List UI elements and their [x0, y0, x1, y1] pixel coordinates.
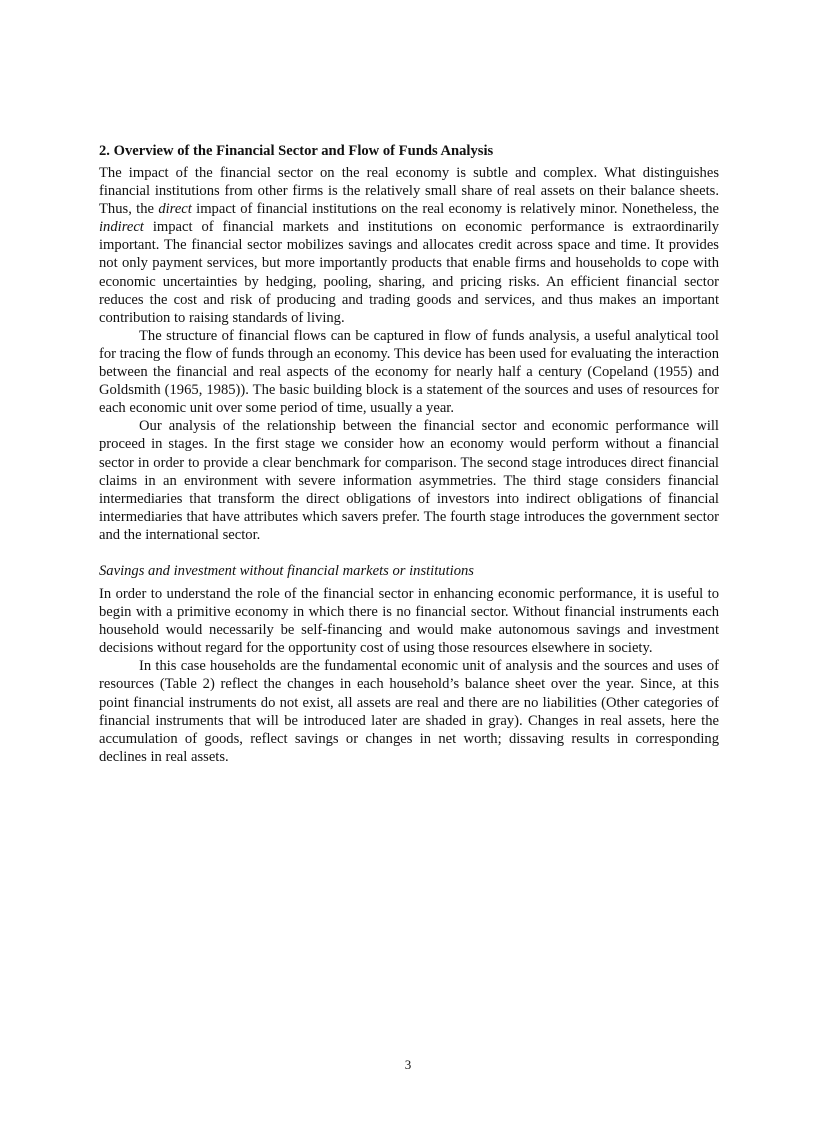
page-body: [99, 142, 719, 766]
subsection-heading: Savings and investment without financial markets or institutions: [99, 562, 474, 579]
emphasis-direct: direct: [158, 201, 192, 218]
emphasis-indirect: indirect: [99, 219, 144, 236]
paragraph: Our analysis of the relationship between the financial sector and economic performance will proceed in stages. In the first stage we consider how an economy would perform without a financial sector in order to provide a clear benchmark for comparison. The second stage introduces direct financial claims in an environment with severe information asymmetries. The third stage considers financial intermediaries that transform the direct obligations of investors into indirect obligations of financial intermediaries that have attributes which savers prefer. The fourth stage introduces the government sector and the international sector.: [99, 418, 719, 543]
paragraph: In this case households are the fundamental economic unit of analysis and the sources and uses of resources (Table 2) reflect the changes in each household’s balance sheet over the year. Since, at this point financial instruments do not exist, all assets are real and there are no liabilities (Other categories of financial instruments that will be introduced later are shaded in gray). Changes in real assets, here the accumulation of goods, reflect savings or changes in net worth; dissaving results in corresponding declines in real assets.: [99, 658, 719, 765]
text-run: impact of financial markets and institutions on economic performance is extraordinarily important. The financial sector mobilizes savings and allocates credit across space and time. It provides not only payment services, but more importantly products that enable firms and households to cope with economic uncertainties by hedging, pooling, sharing, and pricing risks. An efficient financial sector reduces the cost and risk of producing and trading goods and services, and thus makes an important contribution to raising standards of living.: [99, 219, 719, 326]
page-number: 3: [404, 1057, 412, 1072]
section-heading: 2. Overview of the Financial Sector and Flow of Funds Analysis: [99, 143, 494, 159]
paragraph: [99, 164, 719, 327]
text-run: impact of financial institutions on the real economy is relatively minor. Nonetheless, the: [191, 201, 719, 218]
text-run: The impact of the financial sector on the real economy is subtle and complex. What distinguishes financial institutions from other firms is the relatively small share of real assets on their balance sheets. Thus, the: [99, 165, 719, 218]
paragraph: In order to understand the role of the financial sector in enhancing economic performance, it is useful to begin with a primitive economy in which there is no financial sector. Without financial instruments each household would necessarily be self-financing and would make autonomous savings and investment decisions without regard for the opportunity cost of using those resources elsewhere in society.: [99, 585, 719, 657]
paragraph: The structure of financial flows can be captured in flow of funds analysis, a useful analytical tool for tracing the flow of funds through an economy. This device has been used for evaluating the interaction between the financial and real aspects of the economy for nearly half a century (Copeland (1955) and Goldsmith (1965, 1985)). The basic building block is a statement of the sources and uses of resources for each economic unit over some period of time, usually a year.: [99, 327, 719, 417]
